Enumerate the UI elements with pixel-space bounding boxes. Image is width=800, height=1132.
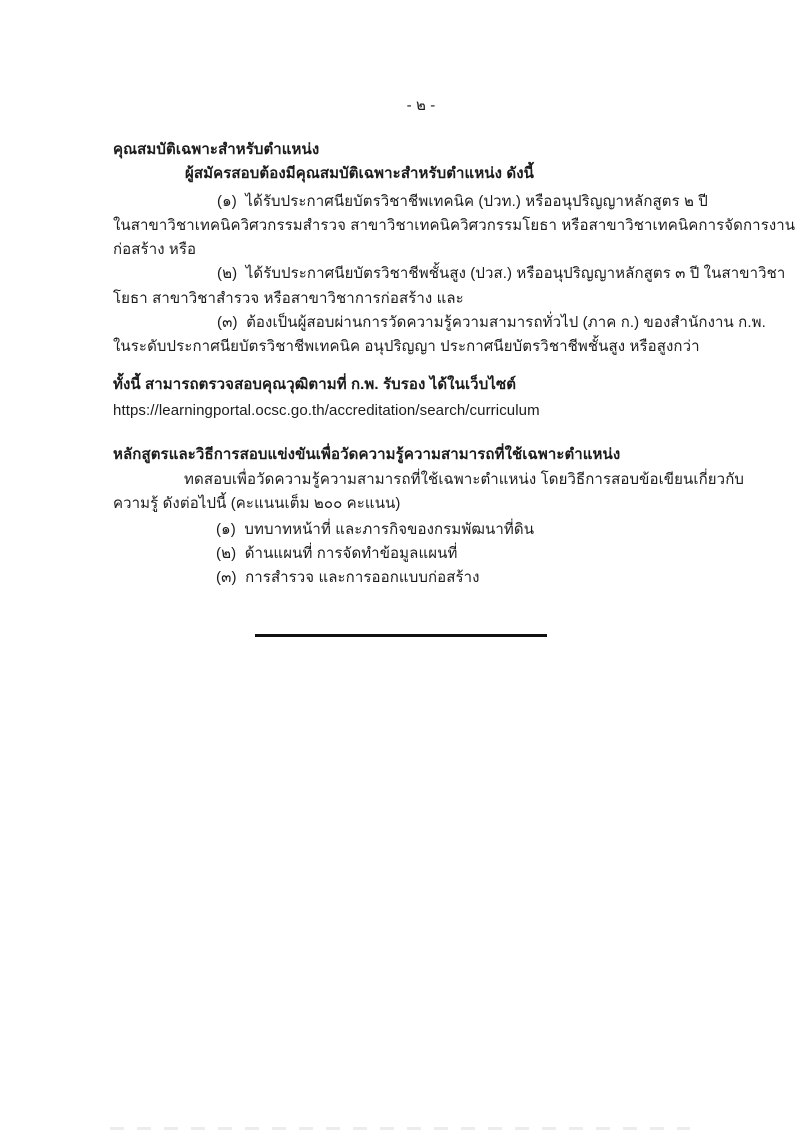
qualification-item-1-line-3: ก่อสร้าง หรือ [113,241,197,258]
section-divider [255,634,547,637]
exam-topic-2: (๒) ด้านแผนที่ การจัดทำข้อมูลแผนที่ [216,545,458,562]
qualifications-intro: ผู้สมัครสอบต้องมีคุณสมบัติเฉพาะสำหรับตำแหน่ง ดังนี้ [185,165,534,182]
qualification-item-3-line-1: (๓) ต้องเป็นผู้สอบผ่านการวัดความรู้ความสามารถทั่วไป (ภาค ก.) ของสำนักงาน ก.พ. [217,314,766,331]
qualification-item-3-line-2: ในระดับประกาศนียบัตรวิชาชีพเทคนิค อนุปริญญา ประกาศนียบัตรวิชาชีพชั้นสูง หรือสูงกว่า [113,338,700,355]
qualification-item-1-line-2: ในสาขาวิชาเทคนิควิศวกรรมสำรวจ สาขาวิชาเทคนิควิศวกรรมโยธา หรือสาขาวิชาเทคนิคการจัดการงาน [113,217,796,234]
verification-url: https://learningportal.ocsc.go.th/accreditation/search/curriculum [113,402,540,419]
scan-edge-artifact [110,1127,690,1130]
qualification-item-1-line-1: (๑) ได้รับประกาศนียบัตรวิชาชีพเทคนิค (ปวท.) หรืออนุปริญญาหลักสูตร ๒ ปี [217,193,708,210]
page-number: - ๒ - [406,97,436,114]
qualification-item-2-line-2: โยธา สาขาวิชาสำรวจ หรือสาขาวิชาการก่อสร้าง และ [113,290,464,307]
exam-intro-line-1: ทดสอบเพื่อวัดความรู้ความสามารถที่ใช้เฉพาะตำแหน่ง โดยวิธีการสอบข้อเขียนเกี่ยวกับ [184,471,745,488]
exam-topic-3: (๓) การสำรวจ และการออกแบบก่อสร้าง [216,569,480,586]
qualification-item-2-line-1: (๒) ได้รับประกาศนียบัตรวิชาชีพชั้นสูง (ปวส.) หรืออนุปริญญาหลักสูตร ๓ ปี ในสาขาวิชา [217,265,786,282]
qualifications-heading: คุณสมบัติเฉพาะสำหรับตำแหน่ง [113,141,320,158]
verification-note: ทั้งนี้ สามารถตรวจสอบคุณวุฒิตามที่ ก.พ. รับรอง ได้ในเว็บไซต์ [113,376,517,393]
exam-heading: หลักสูตรและวิธีการสอบแข่งขันเพื่อวัดความรู้ความสามารถที่ใช้เฉพาะตำแหน่ง [113,446,621,463]
exam-topic-1: (๑) บทบาทหน้าที่ และภารกิจของกรมพัฒนาที่ดิน [216,521,535,538]
exam-intro-line-2: ความรู้ ดังต่อไปนี้ (คะแนนเต็ม ๒๐๐ คะแนน) [113,495,401,512]
